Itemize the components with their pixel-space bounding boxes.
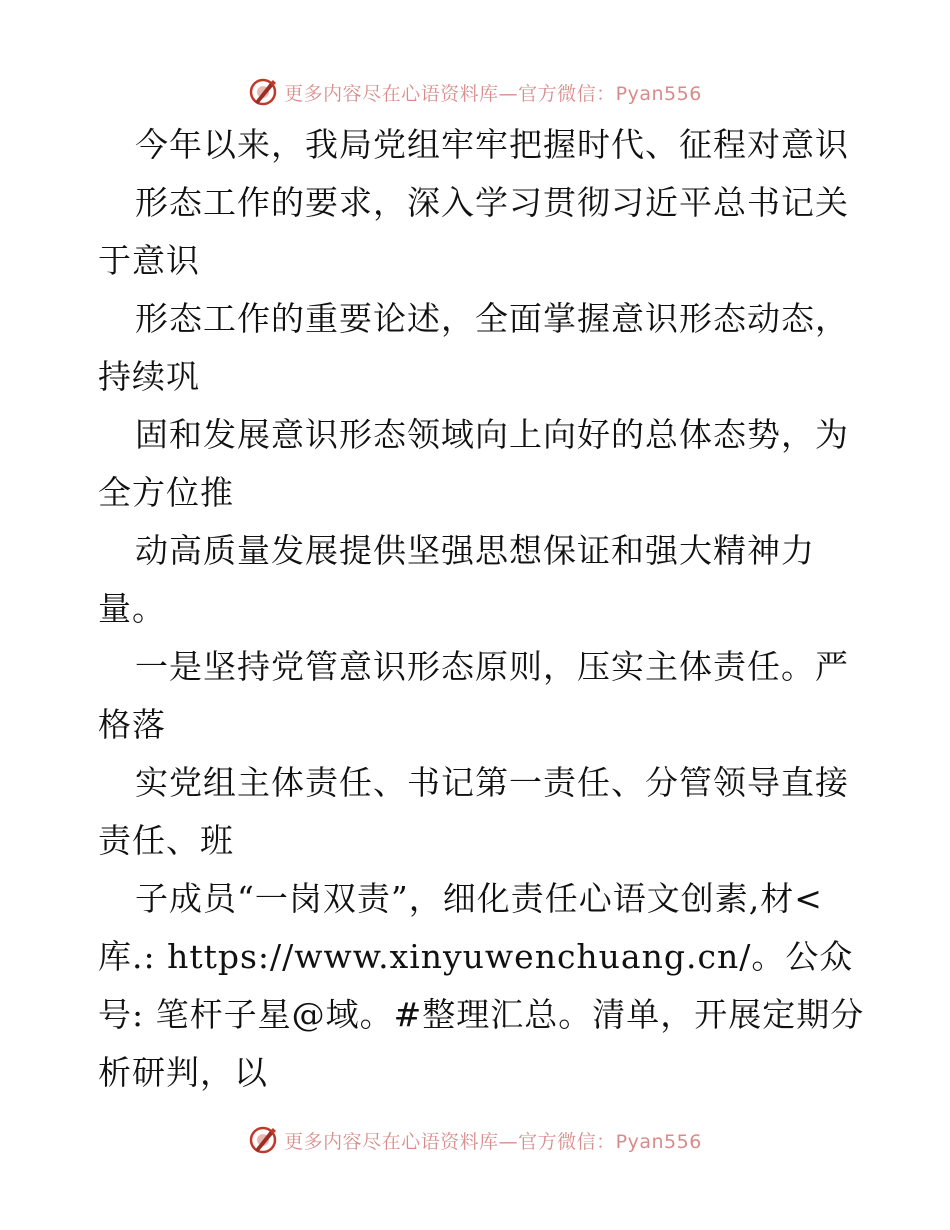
- text-line: 库.: https://www.xinyuwenchuang.cn/。公众: [98, 937, 854, 976]
- footer-watermark-text: 更多内容尽在心语资料库—官方微信：Pyan556: [284, 1130, 702, 1153]
- text-line: 今年以来，我局党组牢牢把握时代、征程对意识: [135, 125, 849, 164]
- text-line: 号: 笔杆子星@域。#整理汇总。清单，开展定期分: [98, 995, 865, 1034]
- header-watermark-text: 更多内容尽在心语资料库—官方微信：Pyan556: [284, 82, 702, 105]
- pen-circle-logo-icon: [248, 77, 278, 107]
- text-line: 析研判，以: [98, 1053, 268, 1092]
- text-line: 子成员“一岗双责”，细化责任心语文创素,材<: [135, 879, 823, 918]
- text-line: 于意识: [98, 241, 200, 280]
- text-line: 全方位推: [98, 473, 234, 512]
- text-line: 固和发展意识形态领域向上向好的总体态势，为: [135, 415, 849, 454]
- text-line: 一是坚持党管意识形态原则，压实主体责任。严: [135, 647, 849, 686]
- pen-circle-logo-icon: [248, 1125, 278, 1155]
- text-line: 实党组主体责任、书记第一责任、分管领导直接: [135, 763, 849, 802]
- text-line: 格落: [98, 705, 166, 744]
- text-line: 形态工作的重要论述，全面掌握意识形态动态，: [135, 299, 849, 338]
- footer-watermark: [0, 1120, 950, 1160]
- text-line: 持续巩: [98, 357, 200, 396]
- text-line: 量。: [98, 589, 166, 628]
- text-line: 形态工作的要求，深入学习贯彻习近平总书记关: [135, 183, 849, 222]
- text-line: 动高质量发展提供坚强思想保证和强大精神力: [135, 531, 815, 570]
- header-watermark: [0, 72, 950, 112]
- text-line: 责任、班: [98, 821, 234, 860]
